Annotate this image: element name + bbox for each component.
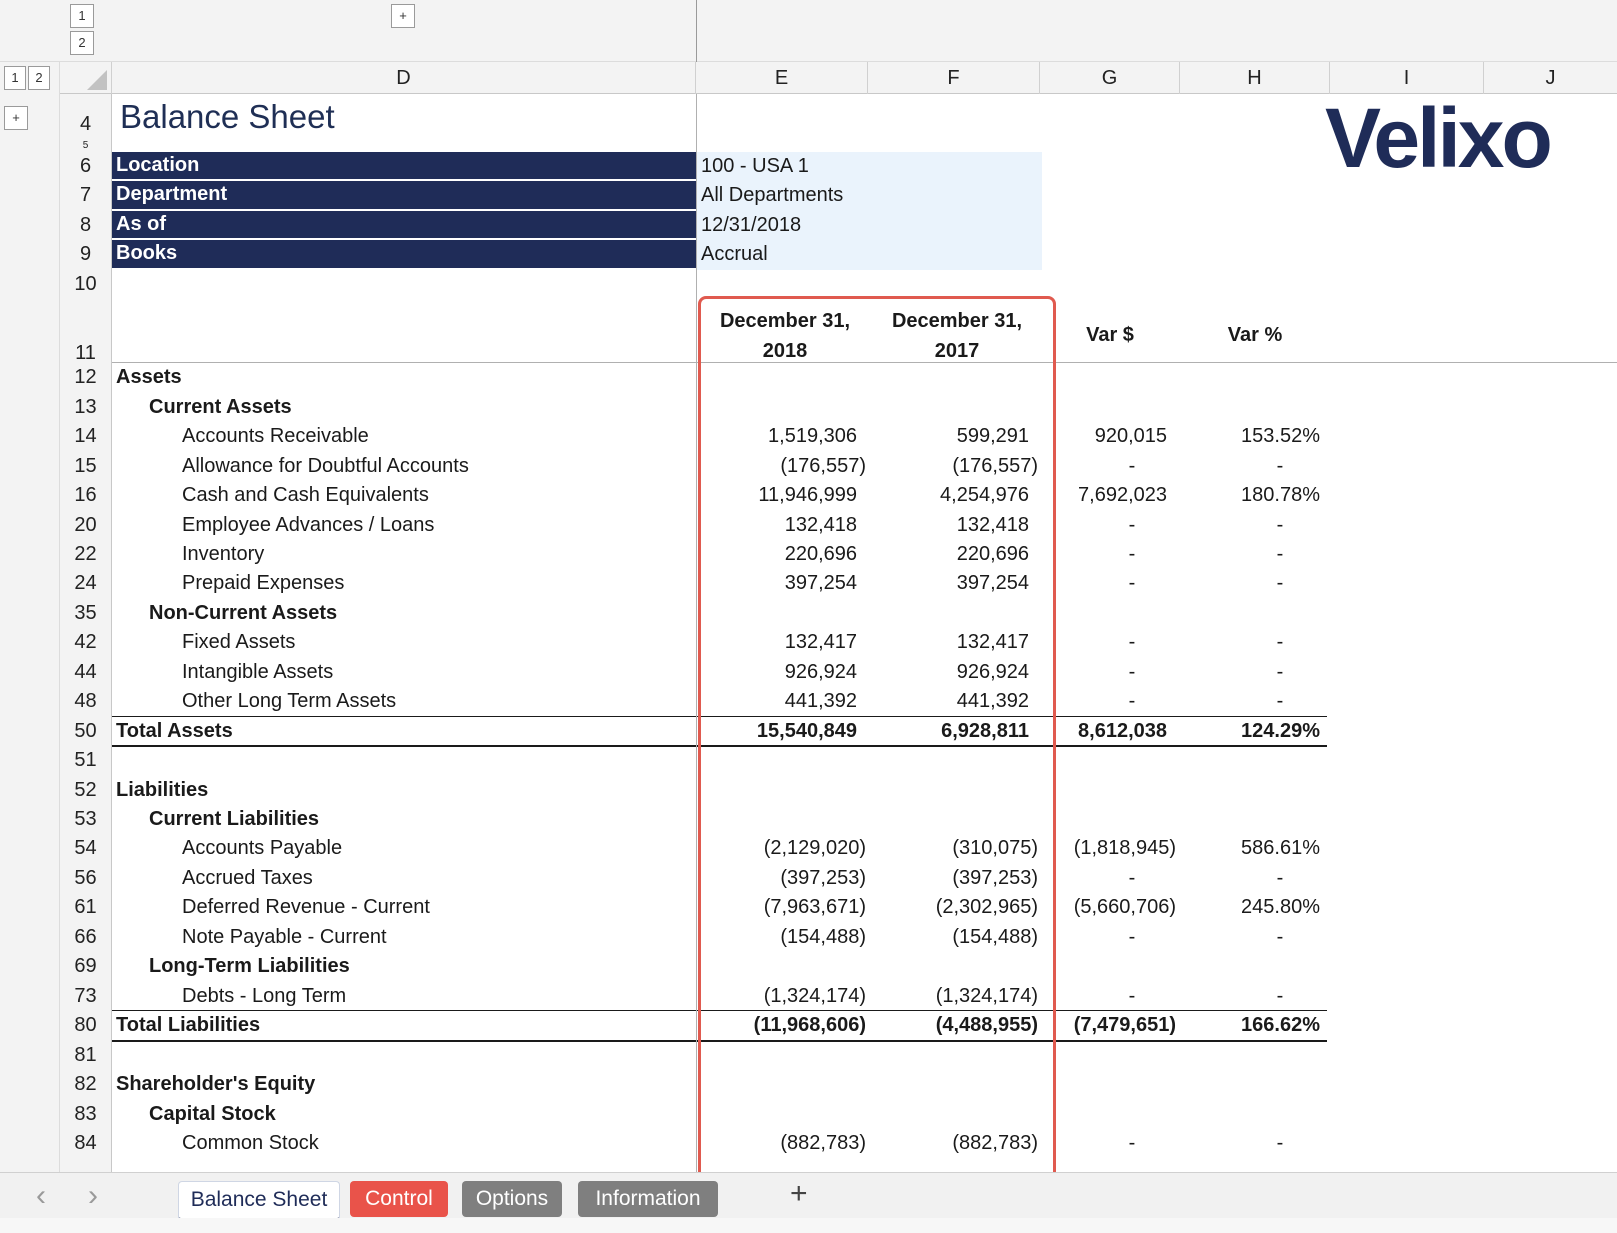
status-bar (0, 1218, 1617, 1233)
value-cell-f[interactable]: (397,253) (952, 866, 1038, 889)
column-header-d[interactable]: D (112, 62, 696, 94)
value-cell-f[interactable]: (2,302,965) (935, 896, 1038, 919)
row-label: Total Liabilities (116, 1014, 261, 1037)
row-header[interactable]: 66 (60, 923, 112, 952)
value-cell-f[interactable]: 397,254 (956, 572, 1029, 595)
value-cell-f[interactable]: (154,488) (952, 925, 1038, 948)
row-label: Capital Stock (149, 1102, 276, 1125)
row-header[interactable]: 35 (60, 599, 112, 628)
value-cell-g[interactable]: (5,660,706) (1073, 896, 1176, 919)
value-cell-e[interactable]: 926,924 (784, 660, 857, 683)
value-cell-g[interactable]: - (1128, 513, 1136, 536)
outline-level-1-button[interactable]: 1 (70, 4, 94, 28)
row-header[interactable]: 42 (60, 628, 112, 657)
row-header[interactable]: 10 (60, 270, 112, 299)
column-d-divider (696, 94, 697, 1172)
value-cell-e[interactable]: (7,963,671) (763, 896, 866, 919)
header-var-dollar: Var $ (1086, 324, 1134, 346)
value-cell-f[interactable]: 6,928,811 (941, 719, 1029, 742)
value-cell-g[interactable]: - (1128, 542, 1136, 565)
value-cell-e[interactable]: (1,324,174) (763, 984, 866, 1007)
value-cell-h[interactable]: - (1276, 1131, 1284, 1154)
row-label: Accounts Receivable (182, 425, 369, 448)
row-label: Fixed Assets (182, 631, 296, 654)
value-cell-h[interactable]: - (1276, 631, 1284, 654)
row-header[interactable]: 6 (60, 152, 112, 181)
row-header[interactable]: 51 (60, 746, 112, 775)
value-cell-g[interactable]: (7,479,651) (1073, 1014, 1176, 1037)
column-header-g[interactable]: G (1040, 62, 1180, 94)
row-header[interactable]: 7 (60, 181, 112, 210)
tab-options[interactable]: Options (462, 1181, 562, 1217)
value-cell-f[interactable]: (176,557) (952, 454, 1038, 477)
value-cell-e[interactable]: 220,696 (784, 542, 857, 565)
value-cell-f[interactable]: (4,488,955) (935, 1014, 1038, 1037)
value-cell-g[interactable]: 8,612,038 (1078, 719, 1167, 742)
column-header-f[interactable]: F (868, 62, 1040, 94)
tab-next-button[interactable]: › (88, 1179, 98, 1212)
value-cell-h[interactable]: 153.52% (1241, 425, 1320, 448)
value-cell-f[interactable]: 926,924 (956, 660, 1029, 683)
row-label: Liabilities (116, 778, 209, 801)
row-header[interactable]: 16 (60, 481, 112, 510)
value-cell-h[interactable]: - (1276, 866, 1284, 889)
value-cell-e[interactable]: 132,418 (784, 513, 857, 536)
value-cell-e[interactable]: 1,519,306 (768, 425, 857, 448)
value-cell-h[interactable]: - (1276, 572, 1284, 595)
row-label: Deferred Revenue - Current (182, 896, 430, 919)
row-header[interactable]: 15 (60, 452, 112, 481)
value-cell-g[interactable]: 7,692,023 (1078, 484, 1167, 507)
value-cell-f[interactable]: 441,392 (956, 690, 1029, 713)
value-cell-h[interactable]: - (1276, 925, 1284, 948)
value-cell-h[interactable]: - (1276, 513, 1284, 536)
row-header[interactable]: 24 (60, 569, 112, 598)
header-e-line1: December 31, (719, 310, 851, 332)
row-header[interactable]: 56 (60, 864, 112, 893)
value-cell-h[interactable]: - (1276, 690, 1284, 713)
value-cell-f[interactable]: (310,075) (952, 837, 1038, 860)
row-label: Shareholder's Equity (116, 1073, 316, 1096)
header-f-line2: 2017 (934, 340, 980, 362)
param-value[interactable]: 12/31/2018 (697, 211, 1042, 240)
tab-prev-button[interactable]: ‹ (36, 1179, 46, 1212)
row-label: Inventory (182, 542, 265, 565)
value-cell-e[interactable]: (397,253) (780, 866, 866, 889)
tab-control[interactable]: Control (350, 1181, 448, 1217)
row-header[interactable]: 44 (60, 658, 112, 687)
value-cell-f[interactable]: 132,418 (956, 513, 1029, 536)
row-label: Accrued Taxes (182, 866, 313, 889)
value-cell-h[interactable]: 586.61% (1241, 837, 1320, 860)
row-label: Assets (116, 366, 182, 389)
value-cell-h[interactable]: 124.29% (1241, 719, 1320, 742)
param-value[interactable]: Accrual (697, 240, 1042, 269)
value-cell-e[interactable]: (2,129,020) (763, 837, 866, 860)
row-header[interactable]: 80 (60, 1011, 112, 1040)
column-header-j[interactable]: J (1545, 67, 1556, 89)
row-header[interactable]: 8 (60, 211, 112, 240)
row-header[interactable]: 82 (60, 1070, 112, 1099)
row-label: Current Liabilities (149, 808, 320, 830)
row-label: Current Assets (149, 395, 292, 418)
row-header[interactable]: 50 (60, 717, 112, 746)
value-cell-g[interactable]: - (1128, 690, 1136, 713)
row-label: Accounts Payable (182, 837, 343, 860)
value-cell-g[interactable]: - (1128, 925, 1136, 948)
row-level-2-button[interactable]: 2 (28, 66, 50, 90)
value-cell-f[interactable]: 220,696 (956, 542, 1029, 565)
value-cell-e[interactable]: (176,557) (780, 454, 866, 477)
row-level-1-button[interactable]: 1 (4, 66, 26, 90)
row-label: Intangible Assets (182, 660, 334, 683)
row-header[interactable]: 52 (60, 776, 112, 805)
value-cell-g[interactable]: 920,015 (1094, 425, 1167, 448)
row-label: Prepaid Expenses (182, 572, 345, 595)
value-cell-h[interactable]: - (1276, 542, 1284, 565)
tab-information[interactable]: Information (578, 1181, 718, 1217)
row-label: Allowance for Doubtful Accounts (182, 454, 469, 477)
value-cell-g[interactable]: - (1128, 660, 1136, 683)
value-cell-e[interactable]: (154,488) (780, 925, 866, 948)
column-header-i[interactable]: I (1330, 62, 1484, 94)
value-cell-g[interactable]: - (1128, 572, 1136, 595)
value-cell-e[interactable]: (882,783) (780, 1131, 866, 1154)
row-label: Other Long Term Assets (182, 690, 397, 713)
row-header[interactable]: 20 (60, 511, 112, 540)
row-label: Employee Advances / Loans (182, 513, 435, 536)
row-group-expand-button[interactable]: + (4, 106, 28, 130)
value-cell-g[interactable]: - (1128, 631, 1136, 654)
value-cell-f[interactable]: (1,324,174) (935, 984, 1038, 1007)
value-cell-e[interactable]: (11,968,606) (753, 1014, 866, 1037)
row-header[interactable]: 84 (60, 1129, 112, 1158)
row-header[interactable]: 53 (60, 805, 112, 834)
value-cell-g[interactable]: - (1128, 454, 1136, 477)
velixo-logo: Velixo (1325, 91, 1550, 185)
sheet-tab-bar (0, 1172, 1617, 1218)
column-group-expand-button[interactable]: + (391, 4, 415, 28)
header-e-line2: 2018 (762, 340, 808, 362)
value-cell-g[interactable]: - (1128, 866, 1136, 889)
row-label: Non-Current Assets (149, 601, 338, 624)
value-cell-h[interactable]: 245.80% (1241, 896, 1320, 919)
row-header[interactable]: 12 (60, 363, 112, 392)
row-header[interactable]: 22 (60, 540, 112, 569)
value-cell-f[interactable]: 132,417 (956, 631, 1029, 654)
value-cell-g[interactable]: - (1128, 1131, 1136, 1154)
value-cell-e[interactable]: 11,946,999 (758, 484, 857, 507)
report-title: Balance Sheet (120, 98, 335, 135)
outline-level-2-button[interactable]: 2 (70, 31, 94, 55)
value-cell-g[interactable]: - (1128, 984, 1136, 1007)
row-header[interactable]: 11 (60, 299, 112, 363)
value-cell-h[interactable]: - (1276, 454, 1284, 477)
param-value[interactable]: 100 - USA 1 (697, 152, 1042, 181)
column-header-h[interactable]: H (1180, 62, 1330, 94)
header-var-pct: Var % (1227, 324, 1283, 346)
row-header[interactable]: 61 (60, 893, 112, 922)
header-f-line1: December 31, (891, 310, 1023, 332)
row-header[interactable]: 4 (60, 96, 112, 140)
value-cell-h[interactable]: 180.78% (1241, 484, 1320, 507)
param-label: Books (112, 240, 696, 267)
value-cell-e[interactable]: 441,392 (784, 690, 857, 713)
row-label: Cash and Cash Equivalents (182, 484, 429, 507)
highlight-box (698, 296, 1056, 1208)
value-cell-h[interactable]: - (1276, 660, 1284, 683)
row-header[interactable]: 54 (60, 834, 112, 863)
row-header[interactable]: 81 (60, 1041, 112, 1070)
value-cell-e[interactable]: 15,540,849 (756, 719, 857, 742)
param-value[interactable]: All Departments (697, 181, 1042, 210)
value-cell-g[interactable]: (1,818,945) (1073, 837, 1176, 860)
row-header[interactable]: 5 (60, 140, 112, 152)
add-sheet-button[interactable]: + (790, 1177, 808, 1210)
column-header-e[interactable]: E (696, 62, 868, 94)
value-cell-e[interactable]: 132,417 (784, 631, 857, 654)
value-cell-f[interactable]: (882,783) (952, 1131, 1038, 1154)
param-label: Department (112, 181, 696, 208)
value-cell-h[interactable]: 166.62% (1241, 1014, 1320, 1037)
tab-balance-sheet[interactable]: Balance Sheet (178, 1181, 340, 1221)
row-label: Note Payable - Current (182, 925, 387, 948)
param-label: Location (112, 152, 696, 179)
row-header[interactable]: 69 (60, 952, 112, 981)
value-cell-h[interactable]: - (1276, 984, 1284, 1007)
row-header[interactable]: 48 (60, 687, 112, 716)
row-header[interactable]: 73 (60, 982, 112, 1011)
row-header[interactable]: 14 (60, 422, 112, 451)
row-label: Total Assets (116, 719, 233, 742)
row-label: Common Stock (182, 1131, 319, 1154)
row-header[interactable]: 83 (60, 1100, 112, 1129)
row-header[interactable]: 9 (60, 240, 112, 269)
value-cell-f[interactable]: 4,254,976 (940, 484, 1029, 507)
row-header[interactable]: 13 (60, 393, 112, 422)
row-label: Debts - Long Term (182, 984, 347, 1007)
param-label: As of (112, 211, 696, 238)
row-label: Long-Term Liabilities (149, 955, 350, 978)
value-cell-f[interactable]: 599,291 (956, 425, 1029, 448)
value-cell-e[interactable]: 397,254 (784, 572, 857, 595)
